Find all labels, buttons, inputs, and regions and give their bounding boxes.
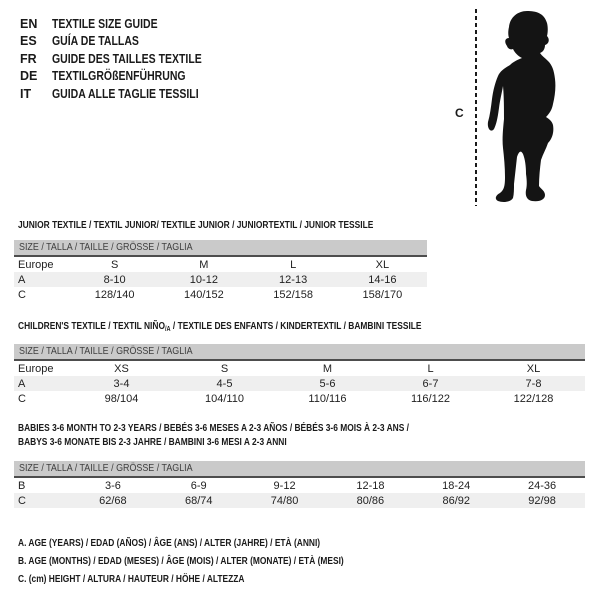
size-value: 98/104: [104, 392, 139, 405]
size-value: 92/98: [528, 494, 556, 507]
table-row: [14, 493, 585, 508]
junior-textile-section: [14, 218, 427, 301]
legend-line-c: C. (cm) HEIGHT / ALTURA / HAUTEUR / HÖHE / ALTEZZA: [18, 573, 245, 585]
language-code: DE: [20, 69, 38, 84]
size-value: 9-12: [273, 479, 296, 492]
table-row: [14, 361, 585, 376]
children-table: [14, 344, 585, 406]
table-rows: [14, 478, 585, 508]
language-title: GUIDE DES TAILLES TEXTILE: [52, 51, 202, 66]
legend-line-a: A. AGE (YEARS) / EDAD (AÑOS) / ÂGE (ANS) / ALTER (JAHRE) / ETÀ (ANNI): [18, 537, 321, 549]
language-row-es: [20, 33, 230, 51]
height-measure-dotted-line: [475, 9, 477, 206]
toddler-silhouette-icon: [483, 7, 573, 205]
row-label: A: [18, 377, 26, 390]
table-row: [14, 391, 585, 406]
size-value: 140/152: [183, 288, 224, 301]
size-value: 116/122: [411, 392, 450, 405]
row-label: Europe: [18, 258, 54, 271]
language-title: GUÍA DE TALLAS: [52, 34, 139, 49]
table-row: [14, 376, 585, 391]
size-value: 152/158: [273, 288, 313, 301]
language-code: FR: [20, 51, 37, 66]
size-value: L: [290, 258, 297, 271]
size-value: 80/86: [356, 494, 385, 507]
size-value: 3-4: [113, 377, 130, 390]
size-value: 3-6: [104, 479, 121, 492]
size-value: XS: [114, 362, 129, 375]
size-value: S: [220, 362, 229, 375]
size-value: 14-16: [368, 273, 397, 286]
subscript-text: /A: [164, 326, 171, 333]
size-value: 24-36: [527, 479, 557, 492]
table-row: [14, 257, 427, 272]
size-value: 5-6: [319, 377, 336, 390]
height-measure-label: C: [455, 106, 464, 120]
size-value: 122/128: [513, 392, 554, 405]
junior-table: [14, 240, 427, 302]
section-title: CHILDREN'S TEXTILE / TEXTIL NIÑO/A / TEXTILE DES ENFANTS / KINDERTEXTIL / BAMBINI TESSILE: [18, 320, 422, 333]
size-value: 8-10: [103, 273, 126, 286]
table-row: [14, 272, 427, 287]
size-value: S: [110, 258, 119, 271]
size-value: 110/116: [308, 392, 347, 405]
size-value: 4-5: [216, 377, 233, 390]
language-row-it: [20, 85, 230, 103]
size-value: XL: [375, 258, 390, 271]
row-label: B: [18, 479, 26, 492]
language-title: TEXTILE SIZE GUIDE: [52, 16, 158, 31]
language-row-fr: [20, 50, 230, 68]
size-value: XL: [526, 362, 541, 375]
row-label: A: [18, 273, 26, 286]
size-value: 86/92: [442, 494, 470, 507]
size-header-bar: SIZE / TALLA / TAILLE / GRÖSSE / TAGLIA: [14, 240, 427, 257]
table-row: [14, 478, 585, 493]
measurement-legend: [18, 534, 425, 588]
language-code: EN: [20, 16, 38, 31]
children-textile-section: [14, 319, 585, 405]
language-title: GUIDA ALLE TAGLIE TESSILI: [52, 86, 199, 101]
row-label: C: [18, 494, 26, 507]
size-value: 104/110: [205, 392, 244, 405]
size-value: 12-13: [279, 273, 308, 286]
language-row-de: [20, 68, 230, 86]
row-label: Europe: [18, 362, 54, 375]
legend-line-b: B. AGE (MONTHS) / EDAD (MESES) / ÂGE (MOIS) / ALTER (MONATE) / ETÀ (MESI): [18, 555, 344, 567]
size-header-bar: SIZE / TALLA / TAILLE / GRÖSSE / TAGLIA: [14, 344, 585, 361]
size-value: 10-12: [189, 273, 218, 286]
language-title: TEXTILGRÖßENFÜHRUNG: [52, 69, 186, 84]
size-header-bar: SIZE / TALLA / TAILLE / GRÖSSE / TAGLIA: [14, 461, 585, 478]
size-value: L: [427, 362, 434, 375]
babies-table: [14, 461, 585, 508]
size-value: 68/74: [184, 494, 213, 507]
size-value: M: [322, 362, 333, 375]
size-value: 12-18: [356, 479, 385, 492]
size-value: 128/140: [94, 288, 135, 301]
language-code: ES: [20, 34, 37, 49]
language-code: IT: [20, 86, 32, 101]
section-title: BABIES 3-6 MONTH TO 2-3 YEARS / BEBÉS 3-6 MESES A 2-3 AÑOS / BÉBÉS 3-6 MOIS À 2-3 ANS /: [18, 422, 410, 434]
row-label: C: [18, 288, 26, 301]
size-value: 6-9: [190, 479, 207, 492]
table-row: [14, 287, 427, 302]
size-value: 62/68: [99, 494, 127, 507]
row-label: C: [18, 392, 26, 405]
table-rows: [14, 361, 585, 406]
language-row-en: [20, 15, 230, 33]
table-rows: [14, 257, 427, 302]
size-value: 18-24: [442, 479, 471, 492]
size-value: 7-8: [525, 377, 542, 390]
size-value: 158/170: [362, 288, 403, 301]
language-list: [20, 15, 230, 103]
babies-textile-section: [14, 421, 585, 507]
section-title-line2: BABYS 3-6 MONATE BIS 2-3 JAHRE / BAMBINI 3-6 MESI A 2-3 ANNI: [18, 436, 287, 448]
size-value: 6-7: [422, 377, 439, 390]
size-value: M: [199, 258, 209, 271]
size-value: 74/80: [270, 494, 299, 507]
section-title: JUNIOR TEXTILE / TEXTIL JUNIOR/ TEXTILE JUNIOR / JUNIORTEXTIL / JUNIOR TESSILE: [18, 219, 374, 231]
